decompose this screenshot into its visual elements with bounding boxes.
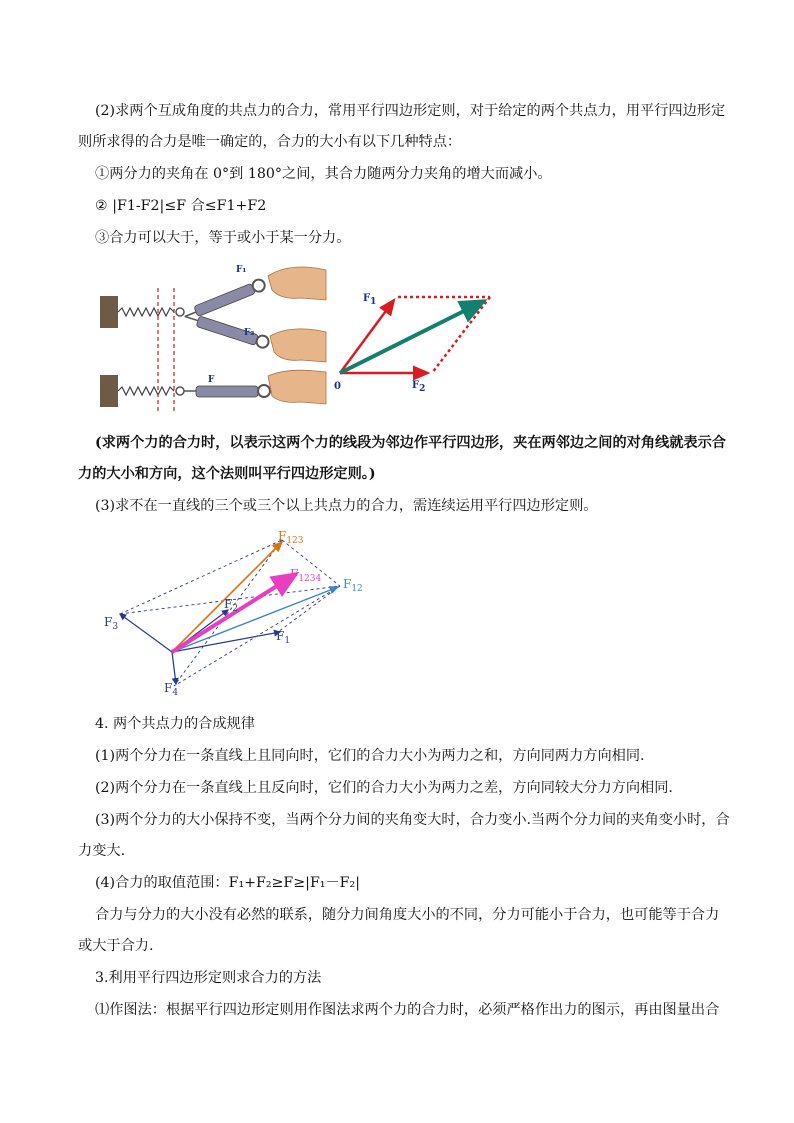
feature-item-3: ③合力可以大于，等于或小于某一分力。: [95, 230, 351, 246]
label-f3: $F_3$: [104, 615, 119, 632]
spring-scale-bottom: [184, 385, 270, 397]
resultant-f12: [172, 587, 338, 652]
spring-scale-middle: [183, 311, 270, 350]
hand-top: [268, 267, 326, 300]
spring-top: [118, 308, 174, 316]
rule-3-line-1: (3)两个分力的大小保持不变，当两个分力间的夹角变大时，合力变小.当两个分力间的夹角变小时，合: [95, 812, 730, 828]
wall-block-top: [100, 296, 118, 328]
scale-label-f1: F₁: [236, 265, 247, 275]
section-3-title: 3.利用平行四边形定则求合力的方法: [95, 970, 322, 986]
parallelogram-diagram: [330, 285, 500, 393]
spring-scale-experiment-figure: [96, 258, 328, 416]
spring-scale-top: [182, 278, 266, 321]
label-f123: $F_{123}$: [278, 529, 304, 546]
hand-middle: [270, 329, 326, 362]
construction-dashed-lines: [120, 540, 340, 686]
scale-label-f: F: [208, 375, 215, 385]
force-vector-f1: [340, 300, 394, 373]
spring-bottom: [118, 387, 174, 395]
label-f1234: $F_{1234}$: [290, 567, 322, 584]
note-line-1: 合力与分力的大小没有必然的联系，随分力间角度大小的不同，分力可能小于合力，也可能等于合力: [95, 907, 720, 923]
label-f2: $F_2$: [224, 597, 239, 614]
rule-4-range: (4)合力的取值范围：F₁+F₂≥F≥|F₁－F₂|: [95, 875, 360, 891]
hook-top: [176, 308, 184, 316]
section-4-title: 4. 两个共点力的合成规律: [95, 716, 255, 732]
force-vector-f3: [120, 614, 172, 652]
feature-item-2: ② |F1-F2|≤F 合≤F1+F2: [95, 198, 267, 214]
label-f4: $F_4$: [164, 681, 179, 698]
paragraph-3: (3)求不在一直线的三个或三个以上共点力的合力，需连续运用平行四边形定则。: [95, 498, 598, 514]
paragraph-2-line-2: 则所求得的合力是唯一确定的，合力的大小有以下几种特点：: [78, 134, 462, 150]
force-vector-f4: [172, 652, 176, 684]
paragraph-2-line-1: (2)求两个互成角度的共点力的合力，常用平行四边形定则，对于给定的两个共点力，用平行四边形定: [95, 103, 726, 119]
parallelogram-rule-line-2: 力的大小和方向，这个法则叫平行四边形定则。): [78, 466, 376, 482]
dotted-right-side: [432, 297, 490, 373]
resultant-vector: [340, 301, 484, 373]
label-f12: $F_{12}$: [343, 577, 363, 594]
label-f2: F2: [412, 380, 426, 393]
note-line-2: 或大于合力.: [78, 938, 154, 954]
method-1-line-1: ⑴作图法：根据平行四边形定则用作图法求两个力的合力时，必须严格作出力的图示，再由图量出合: [95, 1002, 720, 1018]
scale-label-f2: F₂: [244, 328, 255, 338]
parallelogram-rule-line-1: (求两个力的合力时，以表示这两个力的线段为邻边作平行四边形，夹在两邻边之间的对角线就表示合: [95, 435, 726, 451]
label-f1: $F_1$: [276, 629, 291, 646]
rule-2: (2)两个分力在一条直线上且反向时，它们的合力大小为两力之差，方向同较大分力方向相同.: [95, 780, 673, 796]
hand-bottom: [268, 370, 326, 404]
label-f1: F1: [363, 293, 377, 307]
rule-3-line-2: 力变大.: [78, 843, 126, 859]
multi-force-composition-diagram: [100, 528, 375, 700]
rule-1: (1)两个分力在一条直线上且同向时，它们的合力大小为两力之和，方向同两力方向相同.: [95, 748, 645, 764]
hook-bottom: [176, 387, 184, 395]
wall-block-bottom: [100, 375, 118, 407]
feature-item-1: ①两分力的夹角在 0°到 180°之间，其合力随两分力夹角的增大而减小。: [95, 166, 552, 182]
label-origin: 0: [334, 381, 341, 392]
